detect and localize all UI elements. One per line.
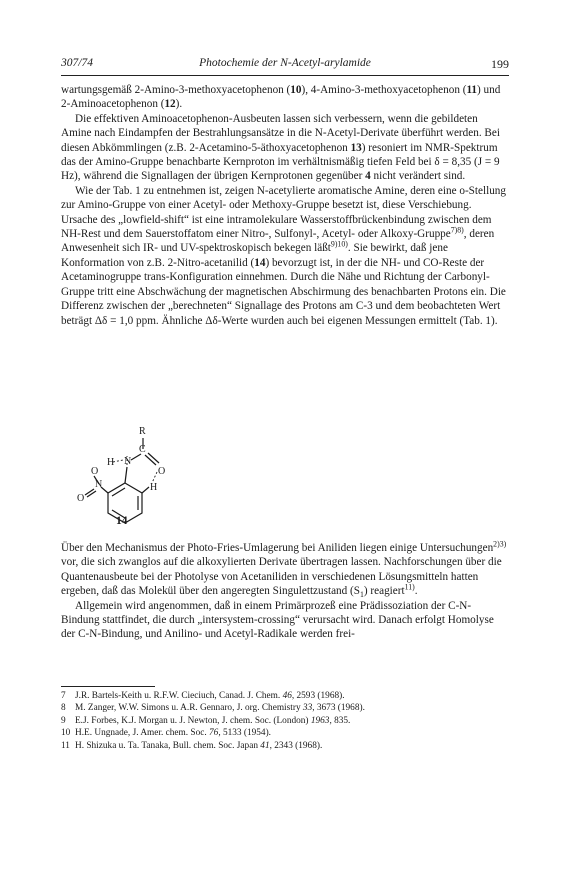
atom-hydrogen-ring: H [150, 482, 158, 493]
page-number: 199 [491, 57, 509, 71]
footnote: 10 H.E. Ungnade, J. Amer. chem. Soc. 76, 5133 (1954). [61, 728, 271, 739]
subscript: 1 [359, 590, 364, 600]
journal-issue: 307/74 [61, 57, 93, 69]
footnote: 7 J.R. Bartels-Keith u. R.F.W. Cieciuch, Canad. J. Chem. 46, 2593 (1968). [61, 691, 345, 701]
atom-hydrogen-nh: H [107, 457, 115, 468]
atom-nitrogen-nitro: N [95, 479, 103, 490]
atom-oxygen-nitro: O [91, 466, 99, 477]
citation: 11) [404, 582, 415, 592]
paragraph-3: Wie der Tab. 1 zu entnehmen ist, zeigen N-acetylierte aromatische Amine, deren eine o-Stellung zur Amino-Gruppe von einer Acetyl- oder Methoxy-Gruppe besetzt ist, diese Verschiebung. Ursache des „lowfield-shift“ ist eine intramolekulare Wasserstoffbrückenbindung zwischen dem NH-Rest und dem Sauerstoffatom einer Nitro-, Sulfonyl-, Acetyl- oder Alkoxy-Gruppe$^{7)8)}$, deren Anwesenheit sich IR- und UV-spektroskopisch bekegen läßt$^{9)10)}$. Sie bewirkt, daß jene Konformation von z.B. 2-Nitro-acetanilid (14) bevorzugt ist, in der die NH- und CO-Reste der Acetaminogruppe trans-Konfiguration einnehmen. Durch die Nähe und Richtung der Carbonyl-Gruppe tritt eine Abschwächung der magnetischen Abschirmung des benachbarten Protons ein. Die Differenz zwischen der „berechneten“ Signallage des Protons am C-3 und dem beobachteten Wert beträgt Δδ = 1,0 ppm. Ähnliche Δδ-Werte wurden auch bei eigenen Messungen ermittelt (Tab. 1). [61, 184, 506, 327]
atom-carbon: C [139, 444, 146, 455]
paragraph-5: Allgemein wird angenommen, daß in einem Primärprozeß eine Prädissoziation der C-N-Bindung stattfindet, die durch „intersystem-crossing“ verursacht wird. Danach erfolgt Homolyse der C-N-Bindung, und Anilino- und Acetyl-Radikale werden frei- [61, 599, 494, 641]
header-rule [61, 75, 509, 76]
citation: 7)8) [450, 225, 464, 235]
compound-ref: 11 [466, 84, 478, 96]
compound-ref: 10 [290, 84, 302, 96]
footnotes [61, 690, 509, 752]
text-block-top [61, 83, 509, 328]
atom-nitrogen-amide: N [124, 456, 132, 467]
paragraph-2: Die effektiven Aminoacetophenon-Ausbeuten lassen sich verbessern, wenn die gebildeten Amine nach Eindampfen der Bestrahlungsansätze in die N-Acetyl-Derivate überführt werden. Bei diesen Abkömmlingen (z.B. 2-Acetamino-5-äthoxyacetophenon 13) resoniert im NMR-Spektrum das der Amino-Gruppe benachbarte Kernproton im verhältnismäßig tiefen Feld bei δ = 8,35 (J = 9 Hz), während die Signallagen der übrigen Kernprotonen gegenüber 4 nicht verändert sind. [61, 112, 500, 183]
compound-number: 14 [116, 515, 128, 527]
paragraph-4: Über den Mechanismus der Photo-Fries-Umlagerung bei Aniliden liegen einige Untersuchungen$^{2)3)}$ vor, die sich zwanglos auf die alkoxylierten Derivate übertragen lassen. Nachforschungen über die Quantenausbeute bei der Photolyse von Acetaniliden in verschiedenen Lösungsmitteln hatten ergeben, daß das Molekül über den angeregten Singulettzustand $(S_1)$ reagiert$^{11)}$. [61, 539, 507, 600]
atom-oxygen-carbonyl: O [158, 466, 166, 477]
compound-ref: 14 [254, 256, 266, 269]
running-header [61, 57, 509, 73]
footnote: 8 M. Zanger, W.W. Simons u. A.R. Gennaro, J. org. Chemistry 33, 3673 (1968). [61, 703, 365, 714]
footnote: 11 H. Shizuka u. Ta. Tanaka, Bull. chem. Soc. Japan 41, 2343 (1968). [61, 740, 323, 751]
footnote-rule [61, 686, 155, 687]
structure-figure [61, 416, 211, 536]
running-title: Photochemie der N-Acetyl-arylamide [199, 57, 371, 69]
text-block-bottom [61, 541, 509, 642]
citation: 9)10) [330, 239, 348, 249]
compound-ref: 13 [350, 141, 362, 154]
footnote: 9 E.J. Forbes, K.J. Morgan u. J. Newton, J. chem. Soc. (London) 1963, 835. [61, 715, 351, 726]
structure-diagram [61, 416, 211, 536]
paragraph-1: wartungsgemäß 2-Amino-3-methoxyacetophenon (10), 4-Amino-3-methoxyacetophenon (11) und 2-Aminoacetophenon (12). [61, 84, 501, 111]
compound-ref: 12 [164, 98, 176, 111]
citation: 2)3) [493, 539, 507, 549]
atom-oxygen-nitro-2: O [77, 493, 85, 504]
atom-r: R [139, 426, 146, 437]
compound-ref: 4 [365, 170, 371, 183]
